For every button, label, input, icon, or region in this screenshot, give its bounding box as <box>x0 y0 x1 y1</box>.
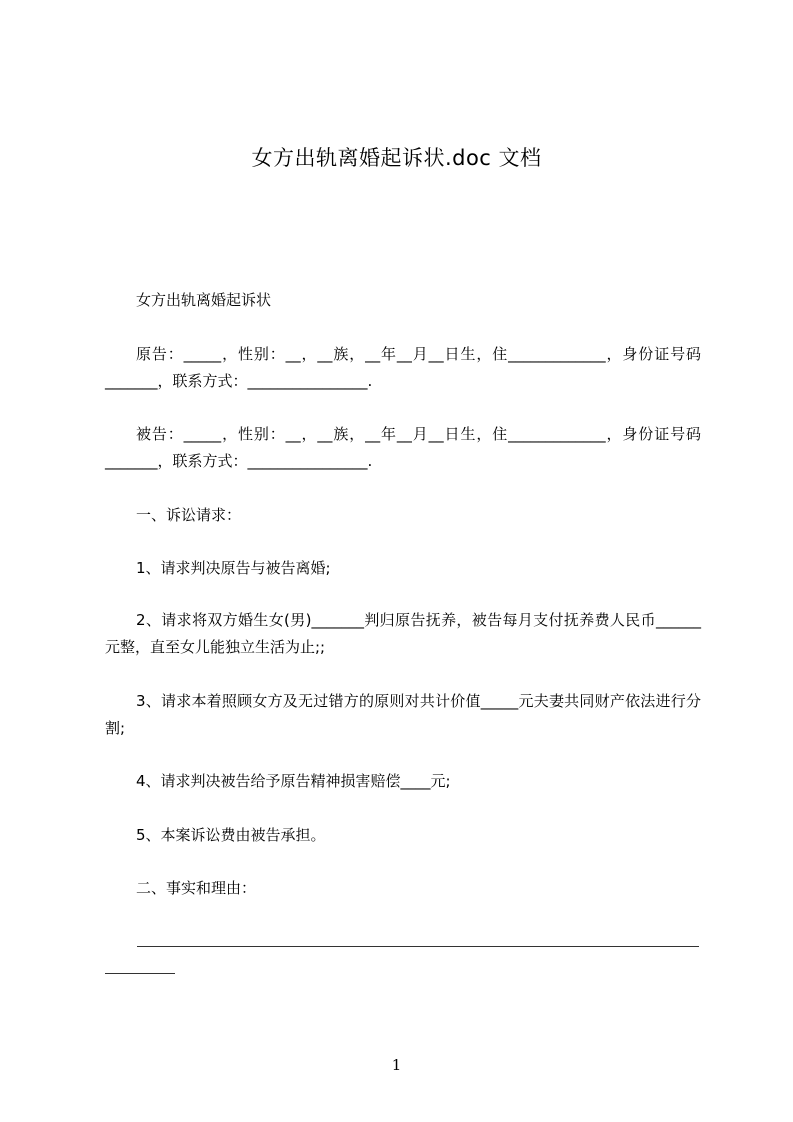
facts-blank-line-2 <box>105 973 175 974</box>
claim-item-5: 5、本案诉讼费由被告承担。 <box>136 826 326 844</box>
document-heading: 女方出轨离婚起诉状 <box>136 291 272 309</box>
claim-item-4: 4、请求判决被告给予原告精神损害赔偿____元; <box>136 772 451 790</box>
defendant-info: 被告：_____，性别：__，__族，__年__月__日生，住_____________，身份证号码_______，联系方式：________________. <box>105 425 701 470</box>
document-title: 女方出轨离婚起诉状.doc 文档 <box>251 146 542 170</box>
section-heading-claims: 一、诉讼请求： <box>136 506 242 524</box>
page-number: 1 <box>391 1056 402 1074</box>
section-heading-facts: 二、事实和理由： <box>136 879 257 897</box>
claim-item-1: 1、请求判决原告与被告离婚; <box>136 559 331 577</box>
claim-item-2: 2、请求将双方婚生女(男)_______判归原告抚养，被告每月支付抚养费人民币______元整，直至女儿能独立生活为止;; <box>105 611 701 656</box>
plaintiff-info: 原告：_____，性别：__，__族，__年__月__日生，住_____________，身份证号码_______，联系方式：________________. <box>105 345 701 390</box>
claim-item-3: 3、请求本着照顾女方及无过错方的原则对共计价值_____元夫妻共同财产依法进行分割; <box>105 692 701 737</box>
facts-blank-line-1 <box>137 946 699 947</box>
